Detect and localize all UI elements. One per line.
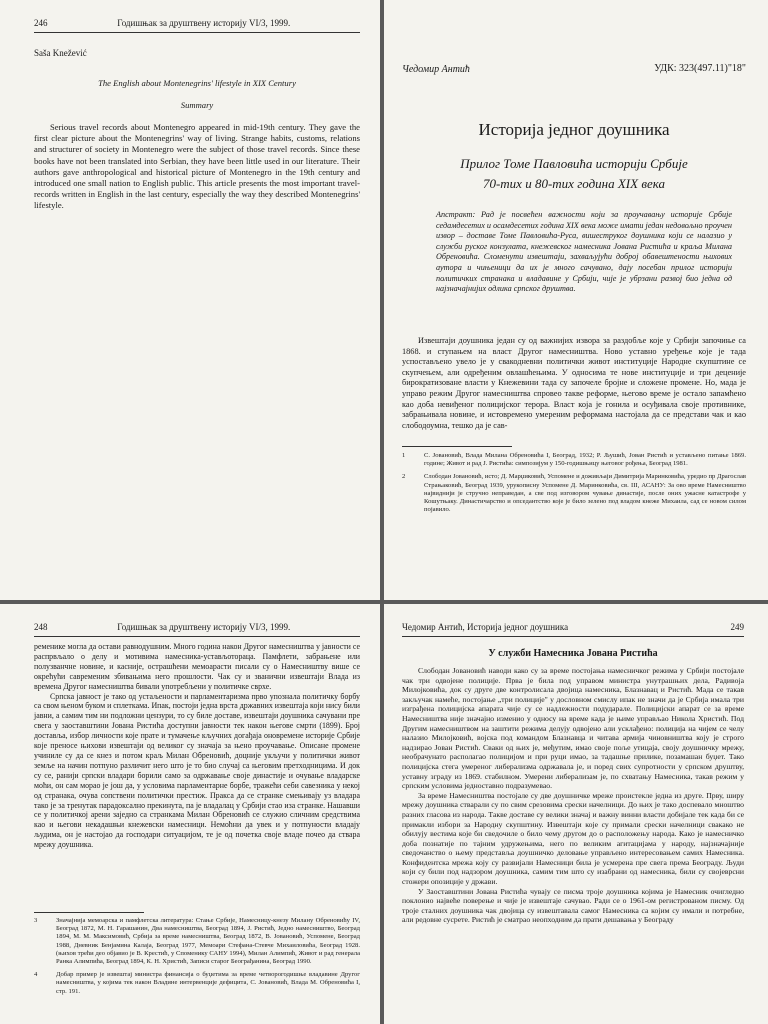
footnote-number: 2 (402, 473, 406, 481)
author: Saša Knežević (34, 48, 87, 58)
page-249 (384, 604, 768, 1024)
paragraph: За време Намесништва постојале су две доушничке мреже проистекле једна из друге. Прву, ширу мрежу доушника стварали су по свим срезовима срески начелници. До њих је тако доспевало мноштво разних гласова из народа. Такве доставе су велики значај и важну винни власти добијале тек када би се примакли избори за Народну скупштину. Извештаји које су примали срески начелници свакако не обилују вестима које би сведочиле о било чему другом до о расположењу народа. Како је намесничко доба познатије по тајним удружењима, него по великим агитацијама у народу, најзначајније сведочанство о њему представља доушничко деловање управљено интересовањем самих Намесника. Конфидентска мрежа коју су развијали Намесници била је усмерена пре свега према Београду. Људи који су били под надзором доушника, самим тим што су изабрани од намесника, били су својеврсни стожери опозиције у држави. (402, 790, 744, 887)
footnote-number: 1 (402, 452, 406, 459)
running-header (34, 622, 360, 632)
header-rule (34, 636, 360, 637)
paragraph: Слободан Јовановић наводи како су за време постојања намесничког режима у Србији постојале чак три одвојене полиције. Прва је била под управом министра унутрашњих дела, Радивоја Милојковића, док су друге две контролисала двојица намесника, Блазнавац и Ристић. Мада се такав закључак намеће, постојање „три полиције" у дословном смислу ипак не значи да је Србија имала три изграђена полицијска апарата чије су се надлежности подударале. Полицијски апарат се за време Намесништва није значајно изменио у односу на време када је њиме управљао Никола Христић. Под Другим намесништвом на заштити режима делују одвојено али усклађено: полиција на чијем се челу налазио Милојковић, војска под командом Блазнавца и читава армија чиновништва коју је строго надзирао Јован Ристић. Сваки од њих је, међутим, имао своје поље утицаја, своју доушничку мрежу, необрачунато располагао полицијом и при руци имао, за тадашње прилике, позамашан буџет. Тако полицијска стега умереног либерализма одржавала је, и поред свих супротности у српском друштву, уставну зграду из 1869. стабилном. Умерени либерализам је, по схватању Намесника, такав режим у српским условима једноставно подразумевао. (402, 666, 744, 791)
paragraph: У Заоставштини Јована Ристића чувају се писма троје доушника којима је Намесник очигледно поклонио највеће поверење и чије је извештаје сачувао. Ради се о 1961-ом регистрованом писму. Од троје сталних доушника чак двојица су извештавала самог Намесника са којим су имали и потребне, али редовне сусрете. Ристић је сматрао неопходним да прати дешавања у Београду (402, 886, 744, 925)
paragraph: Српска јавност је тако од устаљености и парламентаризма прво упознала политичку борбу са свом њеном буком и сплеткама. Ипак, постоји једна врста државних извештаја који нису били јавни, а самим тим ни подложни цензури, то су биле доставе, извештаји доушника сачувани пре свега у заоставштини Јована Ристића доступни јавности тек након његове смрти (1899). Број доставља, избор личности које прате и тумачење кључних догађаја оновремене историје Србије које преносе њихови извештаји од великог су значаја за њено проучавање. Описане промене учиниле су да се кнез и потом краљ Милан Обреновић, доцније укључи у политички живот земље на начин потпуно различит него што је то био случај са његовим претходницима. И док су се, ранији српски владари борили само за одржавање своје династије и очување владарске моћи, он сам морао је још да, у условима парламентарне борбе, тражећи себи савезника у некој од странака, очува сопствени политички престиж. Пракса да се странке смењивају уз владара тако је за тренутак парадоксално прекинута, па је владалац у Србији стао иза странке. Нашавши се у политичкој арени заједно са странкама Милан Обреновић се служио сличним средствима као и његови некадашњи кнежевски намесници. Немоћни да увек и у потпуности владају људима, он је настојао да господари ситуацијом, те је од почетка своје владе почео да ствара мрежу доушника. (34, 691, 360, 850)
subtitle-line-2: 70-тих и 80-тих година XIX века (482, 176, 666, 191)
footnote-text: Добар пример је извештај министра финансија о буџетима за време четворогодишње владавине Другог намесништва, у којима тек након Владине интервенције дефицита, С. Јовановић, Влада М. Обреновића I, стр. 191. (56, 971, 360, 995)
section-title: У служби Намесника Јована Ристића (488, 648, 658, 659)
header-rule (34, 32, 360, 33)
article-title: The English about Montenegrins' lifestyle in XIX Century (98, 78, 296, 88)
page-246 (0, 0, 380, 600)
article-title: Историја једног доушника (478, 120, 670, 139)
footnote-text: Значајнија мемоарска и памфлетска литература: Стање Србије, Намесницу-кнезу Милану Обреновићу IV, Београд 1872, М. Н. Гарашанин, Два намесништва, Београд 1894, J. Ристић, Једно намесништво, Београд 1894, М. М. Максимовић, Србија за време намесништва, Београд 1872, В. Јовановић, Успомене, Београд 1988, Дневник Бенјамина Калаја, Београд 1977, Мемоари Стефана-Стевче Михаиловића, Београд 1928. (њихов трећи део објавио је В. Крестић, у Споменику САНУ 1994), Милан Алимпић, Живот и рад генерала Ранка Алимпића, Београд 1894, К. Н. Христић, Записи старог Београђанина, Београд 1990. (56, 917, 360, 966)
subtitle-line-1: Прилог Томе Павловића историји Србије (460, 156, 688, 171)
running-head: Годишњак за друштвену историју VI/3, 1999. (117, 622, 291, 632)
footnotes (34, 917, 360, 1001)
footnote-number: 4 (34, 971, 38, 979)
running-header (34, 18, 360, 28)
footnote-text: С. Јовановић, Влада Милана Обреновића I, Београд, 1932; Р. Љушић, Јован Ристић и устављено питање 1869. године; Живот и рад Ј. Ристића: симпозијум у 150-годишњицу његовог рођења, Београд 1981. (424, 452, 746, 468)
running-head: Чедомир Антић, Историја једног доушника (402, 622, 569, 632)
paragraph: ременике могла да остави равнодушним. Много година након Другог намесништва у јавности се распрвљало о делу и мотивима намесника-устављотораца. Памфлети, забрањене или полузванчне новине, и касније, острашћени мемоарасти писали су о Намесништву више се окрећући савременим збивањима него прошлости. Чак су и званични извештаји Влада из времена Другог намесништва бивали употребљени у политичке сврхе. (34, 642, 360, 691)
summary-label: Summary (180, 100, 214, 110)
body-text (34, 642, 360, 850)
footnote-rule (34, 912, 144, 913)
footnote (34, 971, 360, 996)
abstract: Апстракт: Рад је посвећен важности који за проучавању историје Србије седамдесетих и осамдесетих година XIX века може имати један недовољно проучен извор – доставе Томе Павловића-Руса, вишеструког доушника који се налазио у служби руског конзулата, кнежевског намесника Јована Ристића и краља Милана Обреновића. Сломенути извештаји, захваљујући доброј обавештености њихових аутора и чињеници да их је много сачувано, дају посебан прилог историји политичких странака и владавине у Србији, чије је убрзани развој био једна од најзначајнијих одлика српског друштва. (436, 210, 732, 294)
page-article-start (384, 0, 768, 600)
running-header (402, 622, 744, 632)
footnote-number: 3 (34, 917, 38, 924)
footnote (402, 473, 746, 514)
footnotes (402, 452, 746, 519)
footnote (34, 917, 360, 966)
footnote-text: Слободан Јовановић, исто; Д. Марџиковић, Успомене и доживљаји Димитрија Маринковића, уредио пр Драгослав Страњаковић, Београд 1939, урукописну Успомене Д. Маринковића, св. III, АСАНУ: За ово време Намесништво највиднији је стручно неправедан, а све под изговором чување династије, после оних ужасне катастрофе у Кошутњаку. Династичарство и опседантство које је било зелено под владом кнеже Михаила, сад се новом силом појавило. (424, 473, 746, 514)
running-head: Годишњак за друштвену историју VI/3, 1999. (117, 18, 291, 28)
header-rule (402, 636, 744, 637)
page-248 (0, 604, 380, 1024)
body-text (402, 666, 744, 925)
page-number: 249 (730, 622, 744, 632)
author: Чедомир Антић (402, 64, 470, 75)
page-number: 248 (34, 622, 48, 632)
footnote (402, 452, 746, 468)
page-number: 246 (34, 18, 48, 28)
footnote-rule (402, 446, 512, 447)
udk-code: УДК: 323(497.11)"18" (654, 63, 746, 74)
summary-text: Serious travel records about Montenegro appeared in mid-19th century. They gave the first clear picture about the Montenegrins' way of living. Strange habits, customs, relations and structurer of society in Montenegro were the subject of those travel records. Since these books have not been translated into Serbian, they have been little used in our literature. Their authors gave anthropological and historical picture of Montenegro in the 19th century and introduced one small nation to English public. This article presents the most important travel-records written in English in the last century, especially the way they described Montenegrins' lifestyle. (34, 122, 360, 211)
body-text: Извештаји доушника један су од важнијих извора за раздобље које у Србији започиње са 1868. и ступањем на власт Другог намесништва. Ново уставно уређење које је тада успостављено увело је у свакодневни политички живот институције Народне скупштине се скупчењем, али одређеним овлашћењима. У односима те нове институције и три деценије бирократизоване власти у Кнежевини тада су започеле бројне и сложене промене. Но, мада је управо режим Другог намесништва спровео такве реформе, његово време је остало запамћено као доба невиђеног полицијског терора. Власт која је гонила и осуђивала своје противнике, забрањивала новине, и истовремено умереним реформама настојала да се представи чак и као слободоумна, тешко да је сав- (402, 336, 746, 430)
